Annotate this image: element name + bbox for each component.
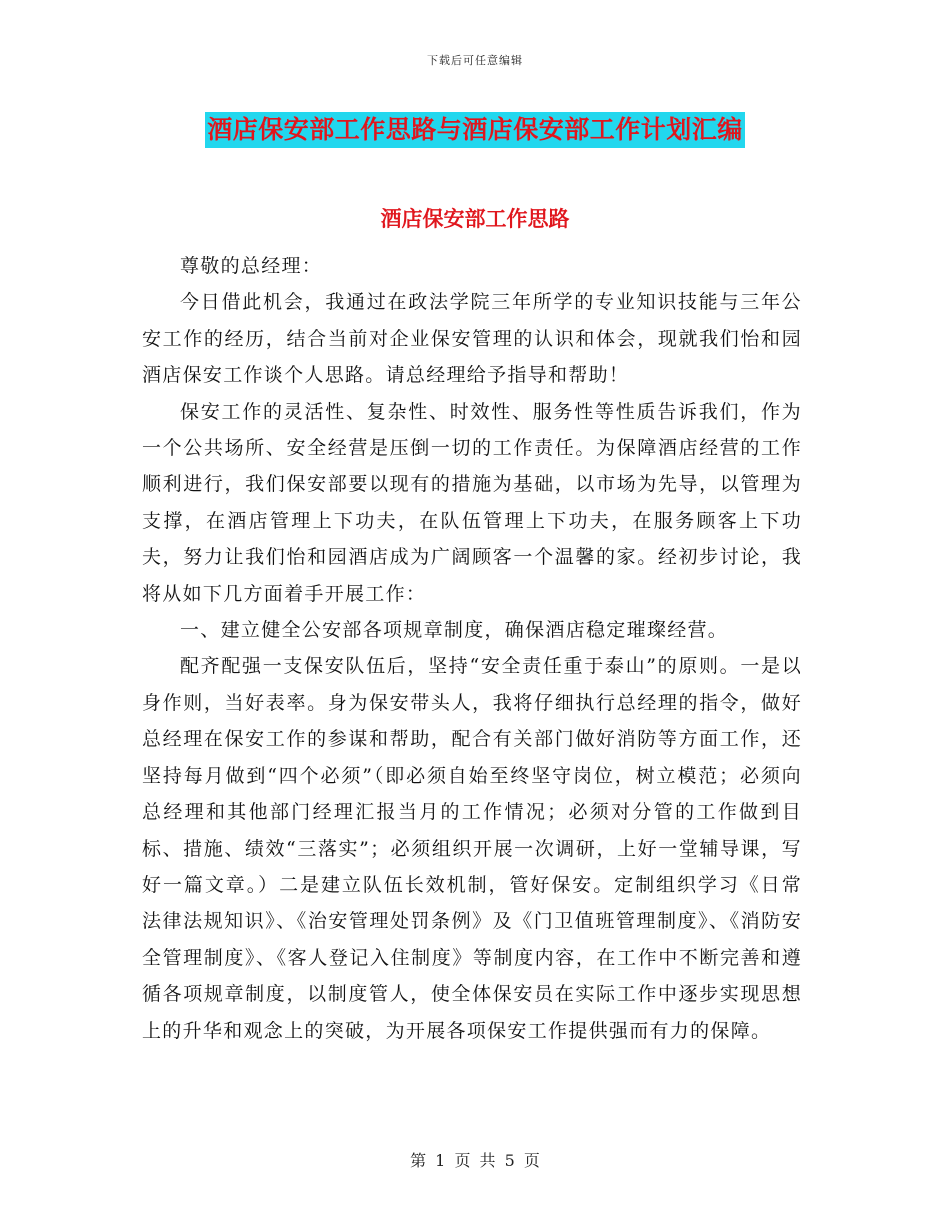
document-title: 酒店保安部工作思路与酒店保安部工作计划汇编 [205, 112, 745, 148]
salutation-paragraph: 尊敬的总经理： [180, 255, 323, 277]
document-title-container [0, 112, 950, 148]
body-paragraph: 配齐配强一支保安队伍后，坚持“安全责任重于泰山”的原则。一是以身作则，当好表率。身为保安带头人，我将仔细执行总经理的指令，做好总经理在保安工作的参谋和帮助，配合有关部门做好消防等方面工作，还坚持每月做到“四个必须”（即必须自始至终坚守岗位，树立模范；必须向总经理和其他部门经理汇报当月的工作情况；必须对分管的工作做到目标、措施、绩效“三落实”；必须组织开展一次调研，上好一堂辅导课，写好一篇文章。）二是建立队伍长效机制，管好保安。定制组织学习《日常法律法规知识》、《治安管理处罚条例》及《门卫值班管理制度》、《消防安全管理制度》、《客人登记入住制度》等制度内容，在工作中不断完善和遵循各项规章制度，以制度管人，使全体保安员在实际工作中逐步实现思想上的升华和观念上的突破，为开展各项保安工作提供强而有力的保障。 [142, 655, 802, 1042]
page-number-footer: 第 1 页 共 5 页 [410, 1151, 540, 1170]
page-header-note: 下载后可任意编辑 [427, 54, 523, 67]
document-body [142, 248, 802, 1049]
section-heading-paragraph: 一、建立健全公安部各项规章制度，确保酒店稳定璀璨经营。 [180, 619, 729, 642]
body-paragraph: 今日借此机会，我通过在政法学院三年所学的专业知识技能与三年公安工作的经历，结合当前对企业保安管理的认识和体会，现就我们怡和园酒店保安工作谈个人思路。请总经理给予指导和帮助！ [142, 291, 802, 387]
section-title: 酒店保安部工作思路 [380, 207, 570, 231]
body-paragraph: 保安工作的灵活性、复杂性、时效性、服务性等性质告诉我们，作为一个公共场所、安全经营是压倒一切的工作责任。为保障酒店经营的工作顺利进行，我们保安部要以现有的措施为基础，以市场为先导，以管理为支撑，在酒店管理上下功夫，在队伍管理上下功夫，在服务顾客上下功夫，努力让我们怡和园酒店成为广阔顾客一个温馨的家。经初步讨论，我将从如下几方面着手开展工作： [142, 400, 802, 605]
